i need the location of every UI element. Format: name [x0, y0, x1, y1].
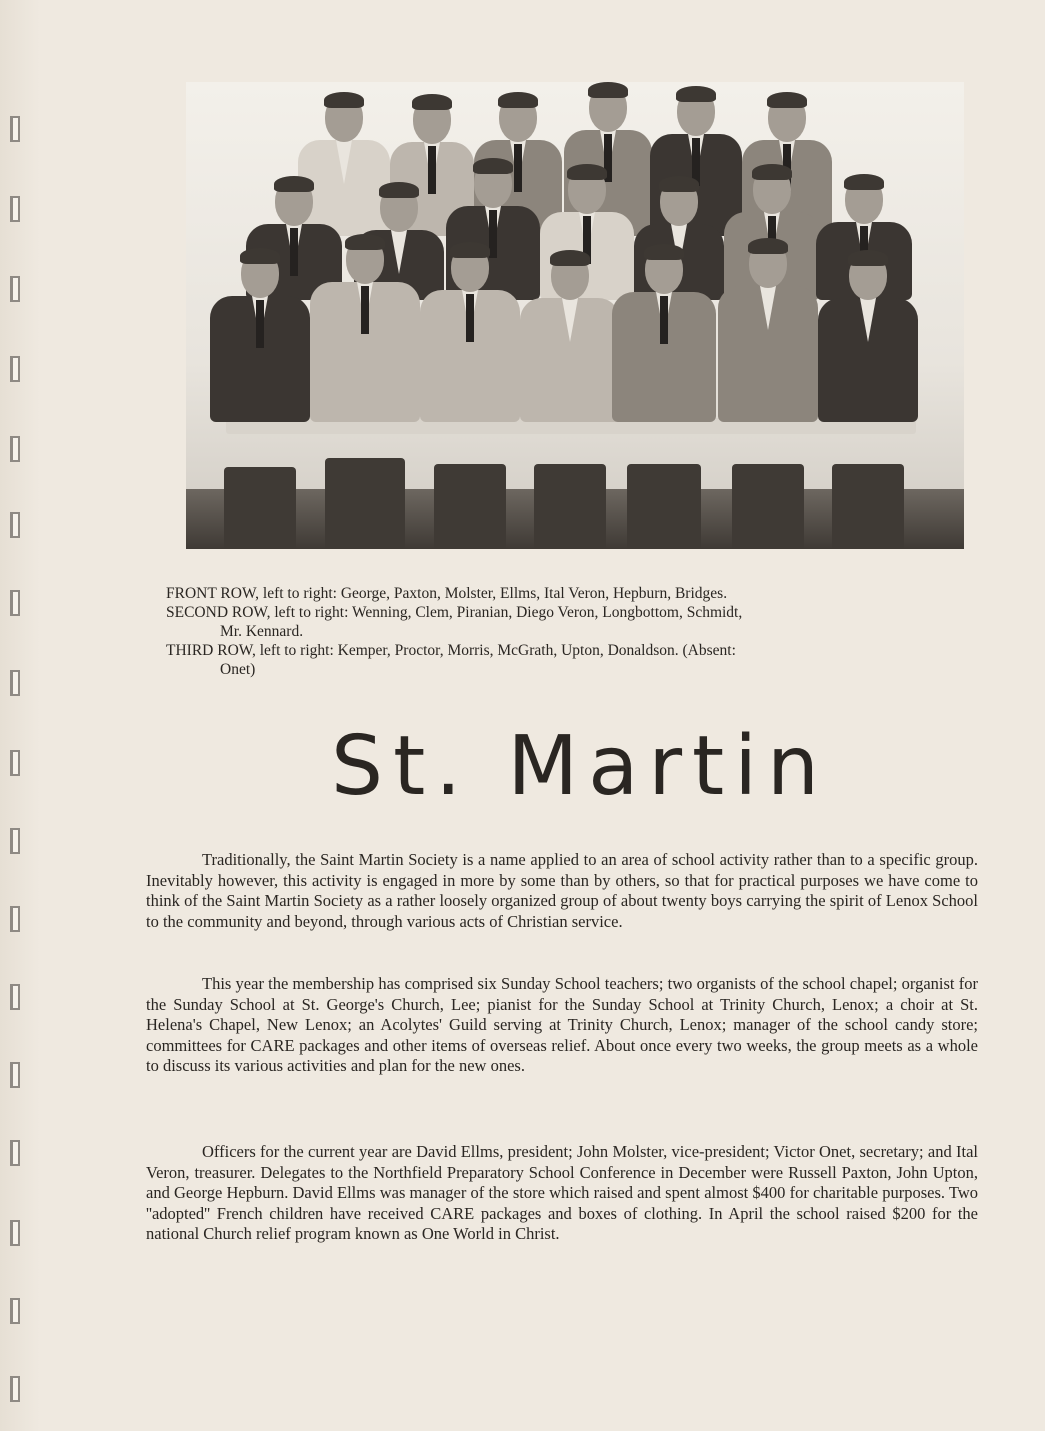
caption-front-row: FRONT ROW, left to right: George, Paxton, Molster, Ellms, Ital Veron, Hepburn, Bridges.	[166, 585, 728, 602]
binding-hole	[10, 670, 20, 696]
photo-person	[210, 252, 310, 422]
page-title: St. Martin	[331, 719, 829, 814]
caption-second-row: SECOND ROW, left to right: Wenning, Clem, Piranian, Diego Veron, Longbottom, Schmidt,	[166, 604, 743, 621]
binding-hole	[10, 436, 20, 462]
caption-second-row-cont: Mr. Kennard.	[220, 623, 304, 640]
photo-person	[310, 238, 420, 422]
body-paragraph-3	[146, 1142, 978, 1245]
photo-person	[612, 248, 716, 422]
paragraph-text: Traditionally, the Saint Martin Society is a name applied to an area of school activity rather than to a specific group. Inevitably however, this activity is engaged in more by some than by others, so that for practical purposes we have come to think of the Saint Martin Society as a rather loosely organized group of about twenty boys carrying the spirit of Lenox School to the community and beyond, through various acts of Christian service.	[146, 850, 978, 931]
binding-hole	[10, 356, 20, 382]
binding-hole	[10, 1376, 20, 1402]
binding-hole	[10, 828, 20, 854]
paragraph-text: Officers for the current year are David Ellms, president; John Molster, vice-president; Victor Onet, secretary; and Ital Veron, treasurer. Delegates to the Northfield Preparatory School Conference in December were Russell Paxton, John Upton, and George Hepburn. David Ellms was manager of the store which raised and spent almost $400 for charitable purposes. Two ''adopted'' French children have received CARE packages and boxes of clothing. In April the school raised $200 for the national Church relief program known as One World in Christ.	[146, 1142, 978, 1243]
binding-hole	[10, 1220, 20, 1246]
binding-hole	[10, 276, 20, 302]
photo-person	[718, 242, 818, 422]
photo-person	[818, 254, 918, 422]
binding-hole	[10, 512, 20, 538]
group-photo	[186, 82, 964, 549]
binding-hole	[10, 1140, 20, 1166]
binding-hole	[10, 590, 20, 616]
binding-hole	[10, 1062, 20, 1088]
binding-hole	[10, 116, 20, 142]
paragraph-text: This year the membership has comprised six Sunday School teachers; two organists of the school chapel; organist for the Sunday School at St. George's Church, Lee; pianist for the Sunday School at Trinity Church, Lenox; a choir at St. Helena's Chapel, New Lenox; an Acolytes' Guild serving at Trinity Church, Lenox; manager of the school candy store; committees for CARE packages and other items of overseas relief. About once every two weeks, the group meets as a whole to discuss its various activities and plan for the new ones.	[146, 974, 978, 1075]
binding-hole	[10, 196, 20, 222]
page-edge	[0, 0, 40, 1431]
binding-hole	[10, 984, 20, 1010]
photo-person	[520, 254, 620, 422]
binding-hole	[10, 906, 20, 932]
photo-caption	[166, 584, 996, 679]
binding-hole	[10, 1298, 20, 1324]
caption-third-row-cont: Onet)	[220, 661, 256, 678]
caption-third-row: THIRD ROW, left to right: Kemper, Proctor, Morris, McGrath, Upton, Donaldson. (Absent:	[166, 642, 736, 659]
body-paragraph-1	[146, 850, 978, 932]
body-paragraph-2	[146, 974, 978, 1077]
binding-hole	[10, 750, 20, 776]
photo-person	[420, 246, 520, 422]
